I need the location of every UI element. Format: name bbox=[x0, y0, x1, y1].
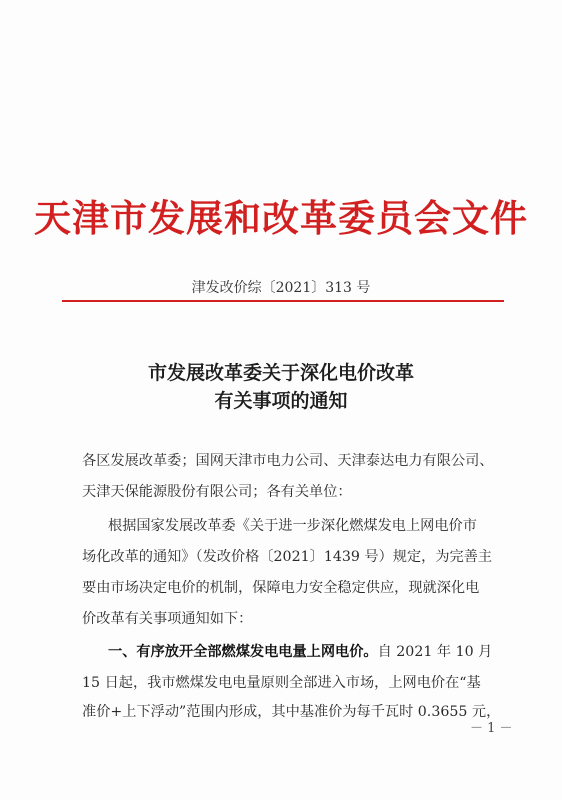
paragraph-1-line-4: 价改革有关事项通知如下： bbox=[82, 611, 253, 627]
section-1-line-2: 15 日起，我市燃煤发电电量原则全部进入市场，上网电价在“基 bbox=[82, 675, 481, 691]
document-title-line-1: 市发展改革委关于深化电价改革 bbox=[147, 362, 414, 384]
issuing-authority-header: 天津市发展和改革委员会文件 bbox=[34, 196, 528, 240]
section-1-line-1 bbox=[108, 643, 508, 661]
section-1-line-3: 准价+上下浮动”范围内形成，其中基准价为每千瓦时 0.3655 元， bbox=[82, 704, 501, 720]
paragraph-1-line-2: 场化改革的通知》（发改价格〔2021〕1439 号）规定，为完善主 bbox=[82, 549, 493, 565]
paragraph-1-line-1: 根据国家发展改革委《关于进一步深化燃煤发电上网电价市 bbox=[108, 518, 477, 534]
paragraph-1-line-3: 要由市场决定电价的机制，保障电力安全稳定供应，现就深化电 bbox=[82, 580, 480, 596]
addressee-line-2: 天津天保能源股份有限公司；各有关单位： bbox=[82, 484, 352, 500]
section-1-line-1-text: 自 2021 年 10 月 bbox=[377, 644, 493, 660]
addressee-line-1: 各区发展改革委；国网天津市电力公司、天津泰达电力有限公司、 bbox=[82, 453, 494, 469]
section-1-heading: 一、有序放开全部燃煤发电电量上网电价。 bbox=[108, 644, 378, 660]
red-divider-line bbox=[62, 300, 504, 302]
document-title-line-2: 有关事项的通知 bbox=[214, 390, 348, 412]
page-number: － 1 － bbox=[470, 721, 513, 736]
document-number: 津发改价综〔2021〕313 号 bbox=[191, 280, 371, 296]
